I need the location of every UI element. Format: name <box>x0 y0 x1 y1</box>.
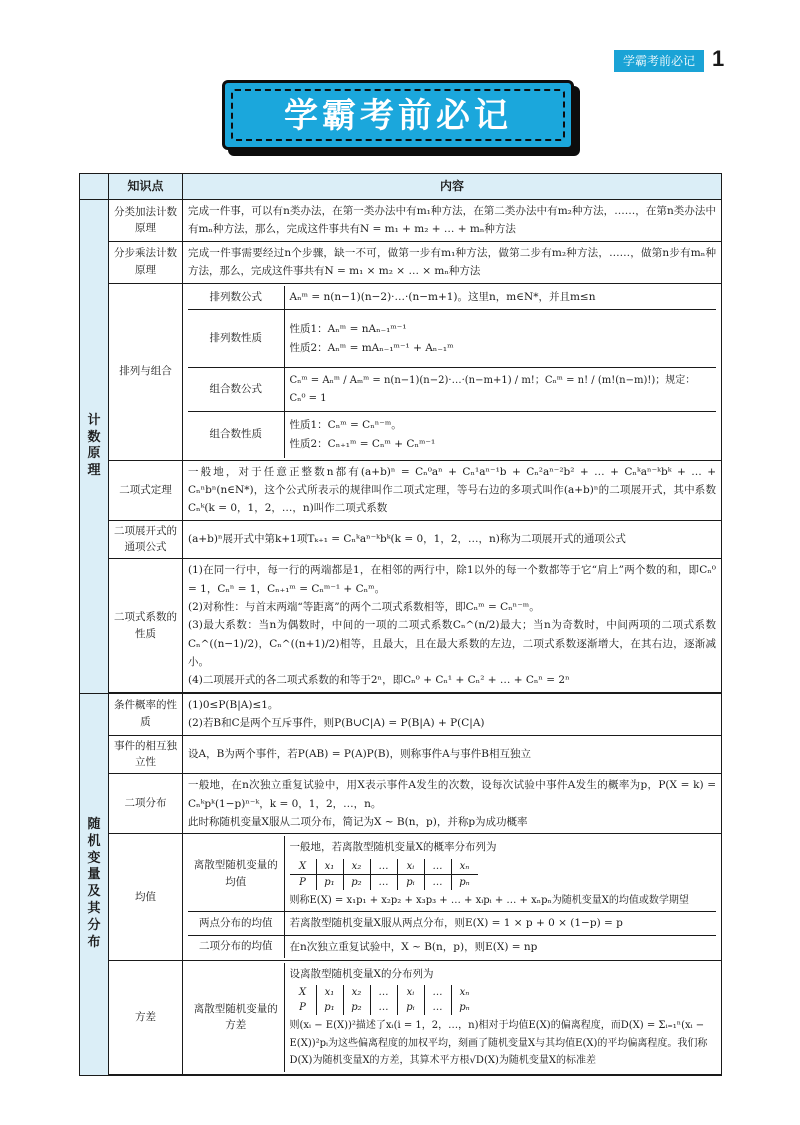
header-blank <box>80 174 109 200</box>
table-row <box>80 559 722 693</box>
point-add-rule: 分类加法计数原理 <box>109 200 183 242</box>
binomial-1: 一般地，在n次独立重复试验中，用X表示事件A发生的次数，设每次试验中事件A发生的概率为p，P(X = k) = Cₙᵏpᵏ(1−p)ⁿ⁻ᵏ，k = 0，1，2，…，n。 <box>188 779 716 810</box>
dist-cell: … <box>424 859 451 875</box>
dist-cell: P <box>290 1000 317 1015</box>
perm-property-1: 性质1：Aₙᵐ = nAₙ₋₁ᵐ⁻¹ <box>289 323 407 336</box>
variance-dist-table <box>290 985 478 1015</box>
cond-prob-2: (2)若B和C是两个互斥事件，则P(B∪C|A) = P(B|A) + P(C|A) <box>188 717 485 730</box>
dist-cell: xᵢ <box>397 859 424 875</box>
table-row <box>80 960 722 1074</box>
discrete-mean-after: 则称E(X) = x₁p₁ + x₂p₂ + x₃p₃ + … + xᵢpᵢ + … + xₙpₙ为随机变量X的均值或数学期望 <box>289 894 689 906</box>
point-mult-rule: 分步乘法计数原理 <box>109 241 183 283</box>
table-row <box>80 520 722 559</box>
mean-table <box>188 836 716 958</box>
mean-dist-table <box>290 859 478 890</box>
dist-cell: x₂ <box>343 859 370 875</box>
table-row <box>80 735 722 774</box>
text-perm-property <box>284 310 716 368</box>
variance-table <box>188 963 716 1072</box>
perm-property-2: 性质2：Aₙᵐ = mAₙ₋₁ᵐ⁻¹ + Aₙ₋₁ᵐ <box>289 341 454 354</box>
sub-two-point: 两点分布的均值 <box>188 912 284 935</box>
table-row <box>80 693 722 735</box>
sub-comb-property: 组合数性质 <box>188 412 284 458</box>
content-independence: 设A，B为两个事件，若P(AB) = P(A)P(B)，则称事件A与事件B相互独立 <box>183 735 722 774</box>
sub-discrete-mean: 离散型随机变量的均值 <box>188 836 284 911</box>
header-knowledge: 知识点 <box>109 174 183 200</box>
dist-cell: x₁ <box>316 985 343 1000</box>
cond-prob-1: (1)0≤P(B|A)≤1。 <box>188 698 279 711</box>
text-discrete-mean <box>284 836 716 911</box>
table-row <box>80 200 722 242</box>
table-row <box>80 283 722 460</box>
variance-after: 则(xᵢ − E(X))²描述了xᵢ(i = 1，2，…，n)相对于均值E(X)的偏离程度，而D(X) = Σᵢ₌₁ⁿ(xᵢ − E(X))²pᵢ为这些偏离程度的加权平均，刻画了随机变量X与其均值E(X)的平均偏离程度。我们称D(X)为随机变量X的方差，其算术平方根√D(X)为随机变量X的标准差 <box>289 1020 708 1067</box>
dist-cell: pₙ <box>451 874 478 890</box>
text-two-point: 若离散型随机变量X服从两点分布，则E(X) = 1 × p + 0 × (1−p) = p <box>284 912 716 935</box>
table-row <box>80 241 722 283</box>
binom-prop-2: (2)对称性：与首末两端“等距离”的两个二项式系数相等，即Cₙᵐ = Cₙⁿ⁻ᵐ。 <box>188 600 540 613</box>
perm-comb-table <box>188 286 716 458</box>
mean-cell <box>183 834 722 961</box>
content-add-rule: 完成一件事，可以有n类办法，在第一类办法中有m₁种方法，在第二类办法中有m₂种方法，……，在第n类办法中有mₙ种方法，那么，完成这件事共有N = m₁ + m₂ + … + mₙ种方法 <box>183 200 722 242</box>
point-independence: 事件的相互独立性 <box>109 735 183 774</box>
point-binomial: 二项分布 <box>109 774 183 834</box>
comb-property-2: 性质2：Cₙ₊₁ᵐ = Cₙᵐ + Cₙᵐ⁻¹ <box>289 437 436 450</box>
dist-cell: pᵢ <box>397 1000 424 1015</box>
title-banner <box>222 80 574 150</box>
dist-cell: x₁ <box>316 859 343 875</box>
content-binom-term: (a+b)ⁿ展开式中第k+1项Tₖ₊₁ = Cₙᵏaⁿ⁻ᵏbᵏ(k = 0，1，2，…，n)称为二项展开式的通项公式 <box>183 520 722 559</box>
dist-cell: … <box>370 859 397 875</box>
point-binom-prop: 二项式系数的性质 <box>109 559 183 693</box>
table-row <box>80 774 722 834</box>
point-binom-thm: 二项式定理 <box>109 460 183 520</box>
table-header-row <box>80 174 722 200</box>
sub-comb-formula: 组合数公式 <box>188 368 284 412</box>
dist-cell: p₁ <box>316 1000 343 1015</box>
category-counting: 计数原理 <box>80 200 109 694</box>
text-discrete-variance <box>284 963 716 1072</box>
dist-cell: … <box>370 1000 397 1015</box>
page-title: 学霸考前必记 <box>231 89 565 141</box>
table-row <box>80 834 722 961</box>
sub-perm-formula: 排列数公式 <box>188 286 284 310</box>
knowledge-table <box>79 173 722 1076</box>
content-cond-prob <box>183 693 722 735</box>
text-perm-formula: Aₙᵐ = n(n−1)(n−2)·…·(n−m+1)。这里n，m∈N*，并且m≤n <box>284 286 716 310</box>
sub-discrete-variance: 离散型随机变量的方差 <box>188 963 284 1072</box>
point-variance: 方差 <box>109 960 183 1074</box>
point-perm-comb: 排列与组合 <box>109 283 183 460</box>
point-mean: 均值 <box>109 834 183 961</box>
dist-cell: p₂ <box>343 1000 370 1015</box>
dist-cell: xₙ <box>451 859 478 875</box>
point-binom-term: 二项展开式的通项公式 <box>109 520 183 559</box>
dist-cell: … <box>370 985 397 1000</box>
point-cond-prob: 条件概率的性质 <box>109 693 183 735</box>
binom-prop-4: (4)二项展开式的各二项式系数的和等于2ⁿ，即Cₙ⁰ + Cₙ¹ + Cₙ² + … + Cₙⁿ = 2ⁿ <box>188 674 570 687</box>
text-comb-property <box>284 412 716 458</box>
dist-cell: … <box>370 874 397 890</box>
content-binom-thm: 一般地，对于任意正整数n都有(a+b)ⁿ = Cₙ⁰aⁿ + Cₙ¹aⁿ⁻¹b + Cₙ²aⁿ⁻²b² + … + Cₙᵏaⁿ⁻ᵏbᵏ + … + Cₙⁿbⁿ(n∈N*)，这个公式所表示的规律叫作二项式定理，等号右边的多项式叫作(a+b)ⁿ的二项展开式，其中系数Cₙᵏ(k = 0，1，2，…，n)叫作二项式系数 <box>183 460 722 520</box>
binom-prop-1: (1)在同一行中，每一行的两端都是1，在相邻的两行中，除1以外的每一个数都等于它“肩上”两个数的和，即Cₙ⁰ = 1，Cₙⁿ = 1，Cₙ₊₁ᵐ = Cₙᵐ⁻¹ + Cₙᵐ。 <box>188 564 716 595</box>
page-number: 1 <box>712 46 725 71</box>
dist-cell: p₁ <box>316 874 343 890</box>
category-random: 随机变量及其分布 <box>80 693 109 1075</box>
dist-cell: … <box>424 985 451 1000</box>
variance-cell <box>183 960 722 1074</box>
dist-cell: p₂ <box>343 874 370 890</box>
dist-cell: x₂ <box>343 985 370 1000</box>
dist-cell: pᵢ <box>397 874 424 890</box>
binomial-2: 此时称随机变量X服从二项分布，简记为X ~ B(n，p)，并称p为成功概率 <box>188 815 528 828</box>
dist-cell: pₙ <box>451 1000 478 1015</box>
content-mult-rule: 完成一件事需要经过n个步骤，缺一不可，做第一步有m₁种方法，做第二步有m₂种方法，……，做第n步有mₙ种方法，那么，完成这件事共有N = m₁ × m₂ × … × mₙ种方法 <box>183 241 722 283</box>
dist-cell: X <box>290 859 317 875</box>
dist-cell: xₙ <box>451 985 478 1000</box>
binom-prop-3: (3)最大系数：当n为偶数时，中间的一项的二项式系数Cₙ^(n/2)最大；当n为奇数时，中间两项的二项式系数Cₙ^((n−1)/2)，Cₙ^((n+1)/2)相等，且最大，且在最大系数的左边，二项式系数逐渐增大，在其右边，逐渐减小。 <box>188 619 716 669</box>
header-content: 内容 <box>183 174 722 200</box>
perm-comb-cell <box>183 283 722 460</box>
header-tag: 学霸考前必记 <box>614 50 704 72</box>
text-binom-mean: 在n次独立重复试验中，X ~ B(n，p)，则E(X) = np <box>284 935 716 958</box>
dist-cell: … <box>424 874 451 890</box>
sub-perm-property: 排列数性质 <box>188 310 284 368</box>
discrete-mean-intro: 一般地，若离散型随机变量X的概率分布列为 <box>289 841 497 854</box>
text-comb-formula: Cₙᵐ = Aₙᵐ / Aₘᵐ = n(n−1)(n−2)·…·(n−m+1) / m!；Cₙᵐ = n! / (m!(n−m)!)；规定：Cₙ⁰ = 1 <box>284 368 716 412</box>
variance-intro: 设离散型随机变量X的分布列为 <box>289 967 434 980</box>
dist-cell: xᵢ <box>397 985 424 1000</box>
comb-property-1: 性质1：Cₙᵐ = Cₙⁿ⁻ᵐ。 <box>289 419 402 432</box>
table-row <box>80 460 722 520</box>
content-binomial <box>183 774 722 834</box>
content-binom-prop <box>183 559 722 693</box>
dist-cell: P <box>290 874 317 890</box>
sub-binom-mean: 二项分布的均值 <box>188 935 284 958</box>
dist-cell: X <box>290 985 317 1000</box>
dist-cell: … <box>424 1000 451 1015</box>
